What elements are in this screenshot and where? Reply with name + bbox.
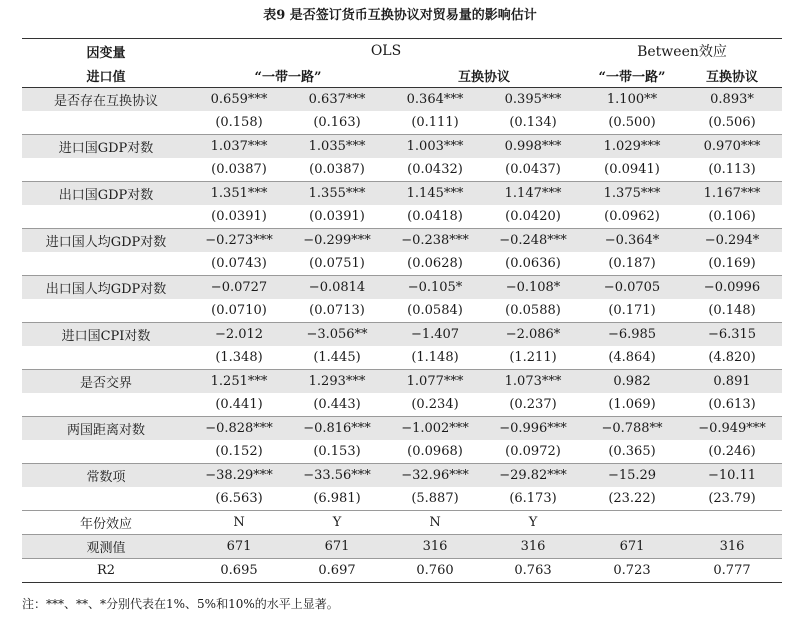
empty-cell bbox=[22, 346, 190, 370]
se-cell: (0.158) bbox=[215, 115, 263, 130]
table-row-se bbox=[22, 111, 782, 135]
coef-cell: −0.0727 bbox=[190, 276, 288, 300]
se-cell: (0.163) bbox=[313, 115, 361, 130]
empty-cell bbox=[22, 299, 190, 323]
footer-row bbox=[22, 559, 782, 583]
coef-cell: 1.355*** bbox=[288, 182, 386, 206]
se-cell: (0.0962) bbox=[604, 209, 660, 224]
se-cell: (0.0588) bbox=[505, 303, 561, 318]
coef-cell: −0.294* bbox=[682, 229, 782, 253]
coef-cell: 1.293*** bbox=[288, 370, 386, 394]
se-cell: (0.111) bbox=[411, 115, 459, 130]
table-row bbox=[22, 229, 782, 253]
row-label: 出口国GDP对数 bbox=[22, 182, 190, 206]
se-cell: (0.234) bbox=[411, 397, 459, 412]
coef-cell: −0.816*** bbox=[288, 417, 386, 441]
coef-cell: 1.003*** bbox=[386, 135, 484, 159]
coef-cell: −38.29*** bbox=[190, 464, 288, 488]
se-cell: (0.0437) bbox=[505, 162, 561, 177]
se-cell: (0.0972) bbox=[505, 444, 561, 459]
coef-cell: 1.145*** bbox=[386, 182, 484, 206]
footer-cell: 671 bbox=[190, 535, 288, 559]
table-row-se bbox=[22, 487, 782, 511]
se-cell: (0.0968) bbox=[407, 444, 463, 459]
se-cell: (4.820) bbox=[708, 350, 756, 365]
table-row-se bbox=[22, 346, 782, 370]
footer-cell: Y bbox=[288, 511, 386, 535]
se-cell: (0.106) bbox=[708, 209, 756, 224]
se-cell: (0.0628) bbox=[407, 256, 463, 271]
subheader-brv-between: “一带一路” bbox=[582, 63, 682, 88]
footer-cell: 0.723 bbox=[582, 559, 682, 583]
coef-cell: 1.351*** bbox=[190, 182, 288, 206]
footer-cell: 0.760 bbox=[386, 559, 484, 583]
empty-cell bbox=[22, 487, 190, 511]
se-cell: (5.887) bbox=[411, 491, 459, 506]
se-cell: (1.348) bbox=[215, 350, 263, 365]
se-cell: (0.443) bbox=[313, 397, 361, 412]
coef-cell: 1.251*** bbox=[190, 370, 288, 394]
footer-cell bbox=[682, 511, 782, 535]
se-cell: (0.0387) bbox=[211, 162, 267, 177]
group-ols-header: OLS bbox=[190, 39, 582, 64]
table-row bbox=[22, 464, 782, 488]
coef-cell: −32.96*** bbox=[386, 464, 484, 488]
se-cell: (0.153) bbox=[313, 444, 361, 459]
coef-cell: −0.0705 bbox=[582, 276, 682, 300]
coef-cell: −0.949*** bbox=[682, 417, 782, 441]
footer-cell: 671 bbox=[288, 535, 386, 559]
footer-label: R2 bbox=[22, 559, 190, 583]
coef-cell: 0.364*** bbox=[386, 88, 484, 112]
coef-cell: 1.167*** bbox=[682, 182, 782, 206]
footer-cell: 671 bbox=[582, 535, 682, 559]
row-label: 是否存在互换协议 bbox=[22, 88, 190, 112]
coef-cell: −29.82*** bbox=[484, 464, 582, 488]
se-cell: (0.113) bbox=[708, 162, 756, 177]
se-cell: (0.169) bbox=[708, 256, 756, 271]
se-cell: (6.173) bbox=[509, 491, 557, 506]
coef-cell: −2.012 bbox=[190, 323, 288, 347]
row-label: 进口国人均GDP对数 bbox=[22, 229, 190, 253]
empty-cell bbox=[22, 252, 190, 276]
table-note: 注：***、**、*分别代表在1%、5%和10%的水平上显著。 bbox=[22, 597, 339, 611]
dep-var-name: 进口值 bbox=[22, 63, 190, 88]
coef-cell: 0.998*** bbox=[484, 135, 582, 159]
se-cell: (1.445) bbox=[313, 350, 361, 365]
footer-cell: Y bbox=[484, 511, 582, 535]
empty-cell bbox=[22, 111, 190, 135]
table-title: 表9 是否签订货币互换协议对贸易量的影响估计 bbox=[263, 8, 537, 23]
footer-cell: 0.763 bbox=[484, 559, 582, 583]
coef-cell: −0.299*** bbox=[288, 229, 386, 253]
se-cell: (0.0710) bbox=[211, 303, 267, 318]
coef-cell: 0.982 bbox=[582, 370, 682, 394]
coef-cell: −6.985 bbox=[582, 323, 682, 347]
subheader-brv-ols: “一带一路” bbox=[190, 63, 386, 88]
se-cell: (0.171) bbox=[608, 303, 656, 318]
coef-cell: −10.11 bbox=[682, 464, 782, 488]
se-cell: (0.134) bbox=[509, 115, 557, 130]
se-cell: (0.0743) bbox=[211, 256, 267, 271]
table-row-se bbox=[22, 158, 782, 182]
coef-cell: −1.002*** bbox=[386, 417, 484, 441]
coef-cell: −0.273*** bbox=[190, 229, 288, 253]
se-cell: (4.864) bbox=[608, 350, 656, 365]
coef-cell: 0.659*** bbox=[190, 88, 288, 112]
se-cell: (0.0391) bbox=[309, 209, 365, 224]
table-row-se bbox=[22, 205, 782, 229]
se-cell: (0.441) bbox=[215, 397, 263, 412]
row-label: 进口国GDP对数 bbox=[22, 135, 190, 159]
subheader-swap-ols: 互换协议 bbox=[386, 63, 582, 88]
se-cell: (0.0387) bbox=[309, 162, 365, 177]
group-between-header: Between效应 bbox=[582, 39, 782, 64]
se-cell: (0.148) bbox=[708, 303, 756, 318]
empty-cell bbox=[22, 205, 190, 229]
coef-cell: 1.037*** bbox=[190, 135, 288, 159]
footer-row bbox=[22, 535, 782, 559]
footer-cell: 316 bbox=[682, 535, 782, 559]
se-cell: (6.981) bbox=[313, 491, 361, 506]
coef-cell: −6.315 bbox=[682, 323, 782, 347]
coef-cell: −0.105* bbox=[386, 276, 484, 300]
table-row-se bbox=[22, 393, 782, 417]
table-row bbox=[22, 135, 782, 159]
se-cell: (0.506) bbox=[708, 115, 756, 130]
row-label: 出口国人均GDP对数 bbox=[22, 276, 190, 300]
coef-cell: −0.0814 bbox=[288, 276, 386, 300]
se-cell: (1.211) bbox=[509, 350, 557, 365]
coef-cell: 1.029*** bbox=[582, 135, 682, 159]
se-cell: (0.0636) bbox=[505, 256, 561, 271]
footer-cell: 316 bbox=[386, 535, 484, 559]
table-row bbox=[22, 276, 782, 300]
se-cell: (1.148) bbox=[411, 350, 459, 365]
footer-cell: N bbox=[386, 511, 484, 535]
dep-var-label: 因变量 bbox=[22, 39, 190, 64]
se-cell: (0.0418) bbox=[407, 209, 463, 224]
se-cell: (0.246) bbox=[708, 444, 756, 459]
footer-cell: 0.695 bbox=[190, 559, 288, 583]
footer-cell: 316 bbox=[484, 535, 582, 559]
se-cell: (0.237) bbox=[509, 397, 557, 412]
footer-row bbox=[22, 511, 782, 535]
se-cell: (0.152) bbox=[215, 444, 263, 459]
row-label: 两国距离对数 bbox=[22, 417, 190, 441]
coef-cell: 1.375*** bbox=[582, 182, 682, 206]
coef-cell: 1.035*** bbox=[288, 135, 386, 159]
row-label: 是否交界 bbox=[22, 370, 190, 394]
table-row bbox=[22, 182, 782, 206]
coef-cell: −0.108* bbox=[484, 276, 582, 300]
se-cell: (0.0751) bbox=[309, 256, 365, 271]
se-cell: (6.563) bbox=[215, 491, 263, 506]
table-row bbox=[22, 323, 782, 347]
coef-cell: −0.788** bbox=[582, 417, 682, 441]
se-cell: (0.0713) bbox=[309, 303, 365, 318]
se-cell: (0.365) bbox=[608, 444, 656, 459]
coef-cell: −3.056** bbox=[288, 323, 386, 347]
coef-cell: −0.238*** bbox=[386, 229, 484, 253]
coef-cell: −1.407 bbox=[386, 323, 484, 347]
se-cell: (0.0391) bbox=[211, 209, 267, 224]
coef-cell: −15.29 bbox=[582, 464, 682, 488]
table-row-se bbox=[22, 440, 782, 464]
footer-cell: N bbox=[190, 511, 288, 535]
table-row bbox=[22, 417, 782, 441]
row-label: 常数项 bbox=[22, 464, 190, 488]
se-cell: (23.22) bbox=[608, 491, 656, 506]
coef-cell: 1.100** bbox=[582, 88, 682, 112]
row-label: 进口国CPI对数 bbox=[22, 323, 190, 347]
se-cell: (0.0584) bbox=[407, 303, 463, 318]
coef-cell: −0.364* bbox=[582, 229, 682, 253]
coef-cell: −0.828*** bbox=[190, 417, 288, 441]
coef-cell: 1.077*** bbox=[386, 370, 484, 394]
coef-cell: 1.147*** bbox=[484, 182, 582, 206]
coef-cell: −0.0996 bbox=[682, 276, 782, 300]
coef-cell: 0.891 bbox=[682, 370, 782, 394]
footer-cell bbox=[582, 511, 682, 535]
footer-label: 年份效应 bbox=[22, 511, 190, 535]
table-row bbox=[22, 370, 782, 394]
empty-cell bbox=[22, 440, 190, 464]
coef-cell: 0.637*** bbox=[288, 88, 386, 112]
se-cell: (0.0420) bbox=[505, 209, 561, 224]
se-cell: (0.500) bbox=[608, 115, 656, 130]
se-cell: (0.613) bbox=[708, 397, 756, 412]
footer-label: 观测值 bbox=[22, 535, 190, 559]
coef-cell: 0.395*** bbox=[484, 88, 582, 112]
footer-cell: 0.697 bbox=[288, 559, 386, 583]
se-cell: (1.069) bbox=[608, 397, 656, 412]
se-cell: (0.0432) bbox=[407, 162, 463, 177]
empty-cell bbox=[22, 158, 190, 182]
se-cell: (0.187) bbox=[608, 256, 656, 271]
coef-cell: −2.086* bbox=[484, 323, 582, 347]
coef-cell: 0.893* bbox=[682, 88, 782, 112]
coef-cell: −0.248*** bbox=[484, 229, 582, 253]
table-row bbox=[22, 88, 782, 112]
subheader-swap-between: 互换协议 bbox=[682, 63, 782, 88]
coef-cell: 0.970*** bbox=[682, 135, 782, 159]
regression-table bbox=[22, 38, 782, 583]
table-row-se bbox=[22, 299, 782, 323]
coef-cell: −33.56*** bbox=[288, 464, 386, 488]
coef-cell: 1.073*** bbox=[484, 370, 582, 394]
empty-cell bbox=[22, 393, 190, 417]
coef-cell: −0.996*** bbox=[484, 417, 582, 441]
footer-cell: 0.777 bbox=[682, 559, 782, 583]
table-row-se bbox=[22, 252, 782, 276]
se-cell: (23.79) bbox=[708, 491, 756, 506]
se-cell: (0.0941) bbox=[604, 162, 660, 177]
